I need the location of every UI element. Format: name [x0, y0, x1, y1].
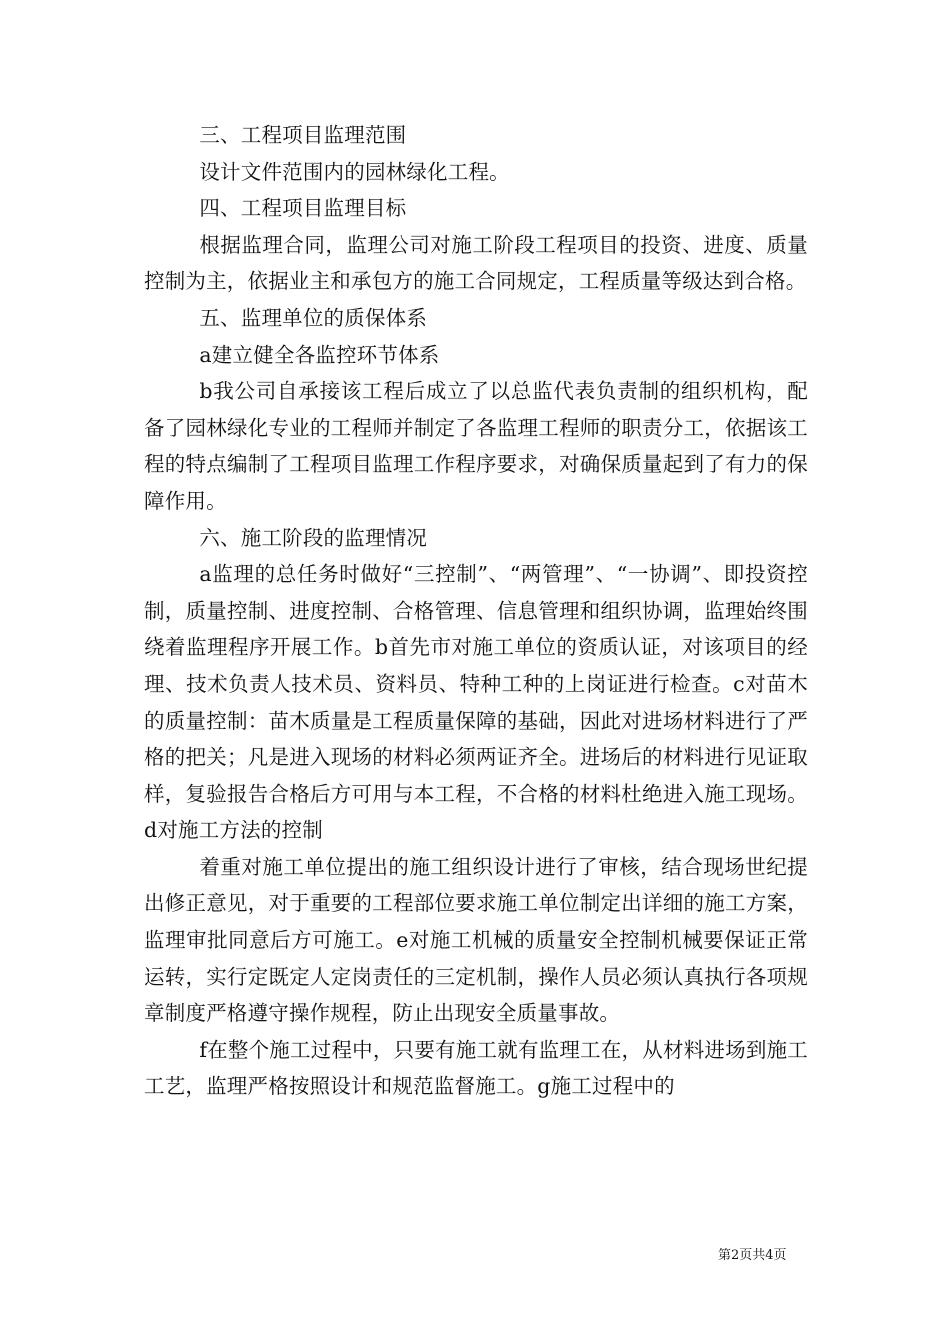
paragraph-supervision-a: a监理的总任务时做好“三控制”、“两管理”、“一协调”、即投资控制，质量控制、进度控制、合格管理、信息管理和组织协调，监理始终围绕着监理程序开展工作。b首先市对施工单位的资质认证，对该项目的经理、技术负责人技术员、资料员、特种工种的上岗证进行检查。c对苗木的质量控制：苗木质量是工程质量保障的基础，因此对进场材料进行了严格的把关；凡是进入现场的材料必须两证齐全。进场后的材料进行见证取样，复验报告合格后方可用与本工程，不合格的材料杜绝进入施工现场。d对施工方法的控制: [144, 562, 808, 843]
document-body: [144, 117, 808, 1105]
paragraph-scope: 设计文件范围内的园林绿化工程。: [199, 159, 510, 184]
paragraph-quality-a: a建立健全各监控环节体系: [199, 342, 440, 367]
section-heading-5: 五、监理单位的质保体系: [199, 305, 428, 330]
paragraph-goals: 根据监理合同，监理公司对施工阶段工程项目的投资、进度、质量控制为主，依据业主和承包方的施工合同规定，工程质量等级达到合格。: [144, 232, 808, 294]
paragraph-quality-b: b我公司自承接该工程后成立了以总监代表负责制的组织机构，配备了园林绿化专业的工程师并制定了各监理工程师的职责分工，依据该工程的特点编制了工程项目监理工作程序要求，对确保质量起到了有力的保障作用。: [144, 379, 808, 513]
paragraph-supervision-f: f在整个施工过程中，只要有施工就有监理工在，从材料进场到施工工艺，监理严格按照设计和规范监督施工。g施工过程中的: [144, 1037, 808, 1099]
section-heading-6: 六、施工阶段的监理情况: [199, 525, 428, 550]
section-heading-4: 四、工程项目监理目标: [199, 196, 407, 221]
page-number: 第2页共4页: [718, 1248, 787, 1263]
section-heading-3: 三、工程项目监理范围: [199, 123, 407, 147]
paragraph-supervision-review: 着重对施工单位提出的施工组织设计进行了审核，结合现场世纪提出修正意见，对于重要的工程部位要求施工单位制定出详细的施工方案，监理审批同意后方可施工。e对施工机械的质量安全控制机械要保证正常运转，实行定既定人定岗责任的三定机制，操作人员必须认真执行各项规章制度严格遵守操作规程，防止出现安全质量事故。: [144, 854, 808, 1026]
